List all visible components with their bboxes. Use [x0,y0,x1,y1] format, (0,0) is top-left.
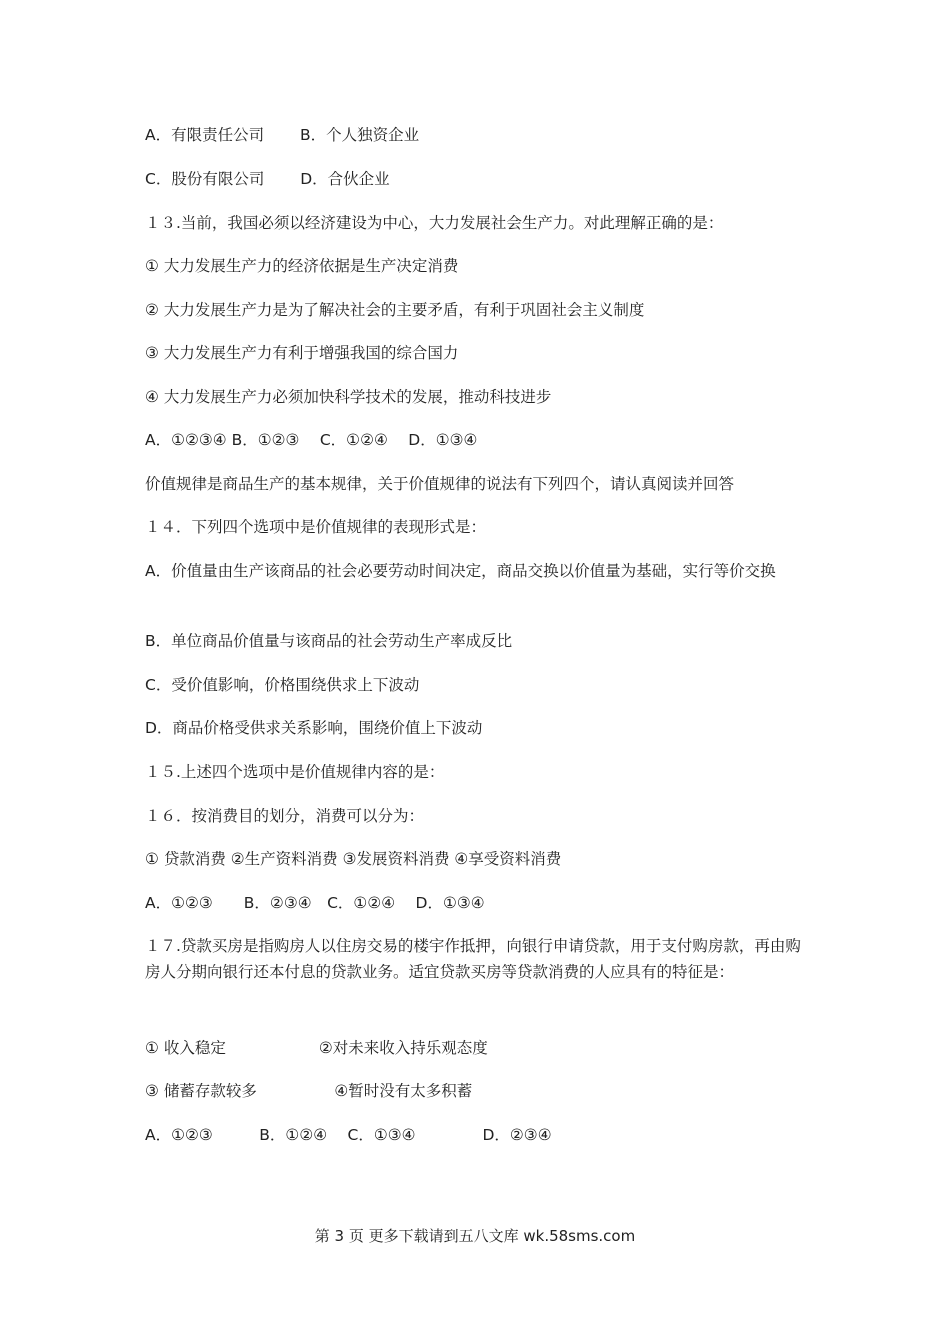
q13-stem: １３.当前，我国必须以经济建设为中心，大力发展社会生产力。对此理解正确的是： [145,214,724,232]
q17-items-12: ① 收入稳定 ②对未来收入持乐观态度 [145,1039,488,1057]
q12-options-cd: C．股份有限公司 D．合伙企业 [145,170,390,188]
q15-stem: １５.上述四个选项中是价值规律内容的是： [145,763,445,781]
q17-options: A．①②③ B．①②④ C．①③④ D．②③④ [145,1126,552,1144]
section-intro: 价值规律是商品生产的基本规律，关于价值规律的说法有下列四个，请认真阅读并回答 [145,475,735,493]
q14-option-b: B．单位商品价值量与该商品的社会劳动生产率成反比 [145,632,513,650]
q13-item-2: ② 大力发展生产力是为了解决社会的主要矛盾，有利于巩固社会主义制度 [145,301,645,319]
q16-stem: １６．按消费目的划分，消费可以分为： [145,807,425,825]
q14-option-d: D．商品价格受供求关系影响，围绕价值上下波动 [145,719,483,737]
q13-item-3: ③ 大力发展生产力有利于增强我国的综合国力 [145,344,459,362]
q14-option-c: C．受价值影响，价格围绕供求上下波动 [145,676,420,694]
q16-options: A．①②③ B．②③④ C．①②④ D．①③④ [145,894,485,912]
page-footer: 第 3 页 更多下载请到五八文库 wk.58sms.com [314,1227,636,1245]
q13-item-1: ① 大力发展生产力的经济依据是生产决定消费 [145,257,459,275]
q14-stem: １４．下列四个选项中是价值规律的表现形式是： [145,518,487,536]
q16-items: ① 贷款消费 ②生产资料消费 ③发展资料消费 ④享受资料消费 [145,850,562,868]
q14-option-a: A．价值量由生产该商品的社会必要劳动时间决定，商品交换以价值量为基础，实行等价交换 [145,562,776,580]
q17-items-34: ③ 储蓄存款较多 ④暂时没有太多积蓄 [145,1082,473,1100]
q17-stem: １７.贷款买房是指购房人以住房交易的楼宇作抵押，向银行申请贷款，用于支付购房款，再由购房人分期向银行还本付息的贷款业务。适宜贷款买房等贷款消费的人应具有的特征是： [145,937,801,981]
q13-options: A．①②③④ B．①②③ C．①②④ D．①③④ [145,431,478,449]
q13-item-4: ④ 大力发展生产力必须加快科学技术的发展，推动科技进步 [145,388,552,406]
q12-options-ab: A．有限责任公司 B．个人独资企业 [145,126,420,144]
